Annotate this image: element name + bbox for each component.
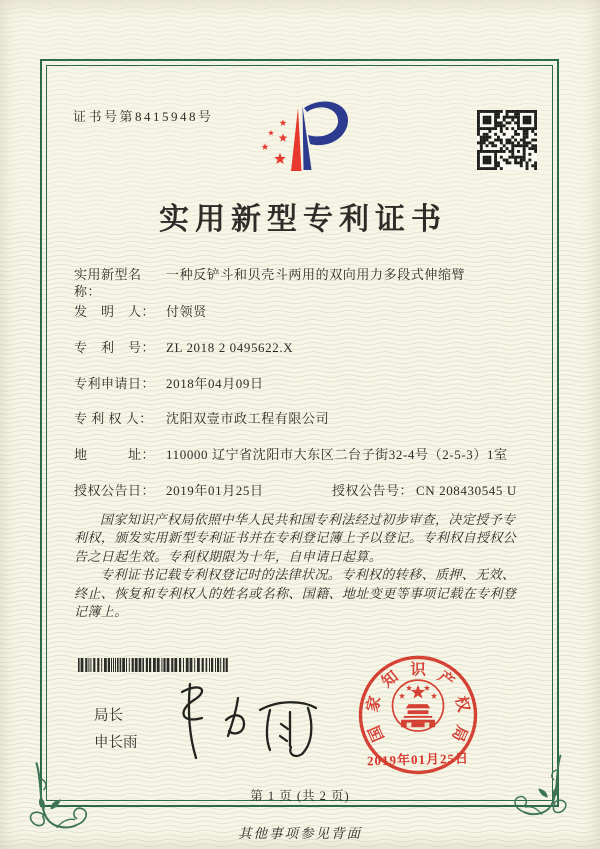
field-row-name (74, 266, 530, 300)
field-row-patent-number (74, 339, 530, 356)
svg-text:知: 知 (378, 668, 402, 691)
field-value: 沈阳双壹市政工程有限公司 (166, 411, 330, 426)
director-title: 局长 (94, 708, 123, 724)
field-row-grant (74, 482, 530, 499)
qr-code (477, 110, 537, 170)
field-label: 地 址： (74, 447, 156, 462)
legal-paragraph-2: 专利证书记载专利权登记时的法律状况。专利权的转移、质押、无效、终止、恢复和专利权人的姓名或名称、国籍、地址变更等事项记载在专利登记簿上。 (74, 567, 517, 620)
field-row-filing-date (74, 375, 530, 392)
field-value: ZL 2018 2 0495622.X (166, 340, 294, 355)
field-row-patentee (74, 410, 530, 427)
field-value: 110000 辽宁省沈阳市大东区二台子街32-4号（2-5-3）1室 (166, 447, 508, 462)
director-signature (160, 680, 328, 764)
field-label: 授权公告号： (332, 483, 414, 498)
certificate-number: 证书号第8415948号 (73, 109, 214, 124)
cnipa-logo-icon (250, 98, 354, 182)
field-label: 发 明 人： (74, 304, 156, 319)
svg-text:局: 局 (448, 722, 471, 744)
field-value: 2018年04月09日 (166, 376, 264, 391)
legal-paragraph-1: 国家知识产权局依照中华人民共和国专利法经过初步审查，决定授予专利权，颁发实用新型专利证书并在专利登记簿上予以登记。专利权自授权公告之日起生效。专利权期限为十年，自申请日起算。 (74, 512, 517, 564)
seal-date: 2019年01月25日 (366, 750, 470, 769)
svg-text:产: 产 (434, 668, 458, 691)
grant-number-pair (332, 482, 517, 499)
corner-flourish-right-icon (486, 734, 570, 826)
svg-text:识: 识 (410, 661, 426, 679)
svg-text:权: 权 (451, 694, 472, 714)
field-value: 付领贤 (166, 304, 207, 319)
field-row-inventor (74, 303, 530, 320)
field-label: 实用新型名称： (74, 267, 142, 299)
director-name: 申长雨 (94, 735, 138, 751)
field-label: 专 利 号： (74, 340, 156, 355)
back-note: 其他事项参见背面 (238, 826, 362, 841)
svg-text:国: 国 (365, 722, 388, 744)
svg-text:家: 家 (364, 694, 385, 714)
barcode (78, 658, 228, 672)
field-value: CN 208430545 U (416, 483, 517, 498)
field-row-address (74, 446, 530, 463)
legal-text (74, 511, 528, 621)
field-label: 专利申请日： (74, 376, 156, 391)
certificate-title: 实用新型专利证书 (159, 203, 447, 236)
page-number: 第 1 页 (共 2 页) (250, 789, 350, 803)
national-emblem-icon (393, 680, 444, 731)
field-value: 一种反铲斗和贝壳斗两用的双向用力多段式伸缩臂 (166, 267, 466, 282)
field-label: 授权公告日： (74, 483, 156, 498)
field-label: 专 利 权 人： (74, 411, 153, 426)
field-value: 2019年01月25日 (166, 483, 264, 498)
